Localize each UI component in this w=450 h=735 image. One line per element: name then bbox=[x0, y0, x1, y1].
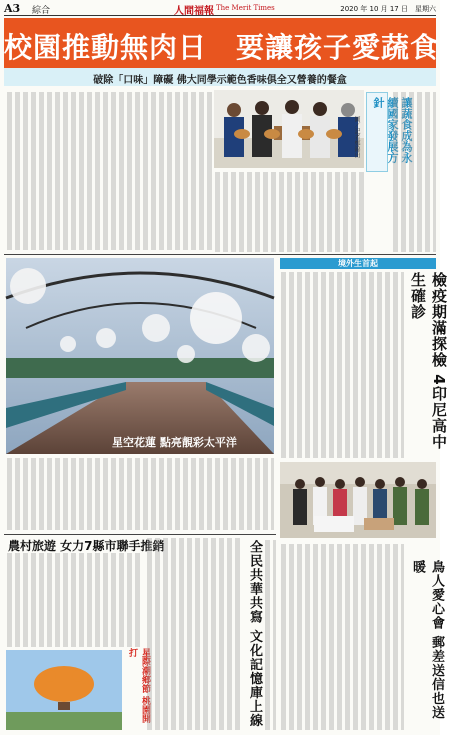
pullquote: 讓蔬食成為永續國家發展方針 bbox=[372, 97, 413, 163]
bottom-middle-text bbox=[146, 538, 242, 730]
balloon-illustration bbox=[6, 650, 122, 730]
bottom-middle-text-2 bbox=[264, 540, 276, 730]
issue-date: 2020 年 10 月 17 日 星期六 bbox=[340, 5, 436, 13]
side-story-text bbox=[280, 272, 404, 458]
photo-story-image bbox=[6, 258, 274, 454]
bottom-right-text bbox=[280, 544, 404, 730]
page-number: A3 bbox=[4, 2, 21, 15]
main-headline: 校園推動無肉日 要讓孩子愛蔬食 bbox=[4, 31, 440, 64]
balloon-photo bbox=[6, 650, 122, 730]
lead-photo-illustration bbox=[214, 90, 364, 168]
subheadline: 破除「口味」障礙 佛大同學示範色香味俱全又營養的餐盒 bbox=[93, 75, 347, 86]
light-installation-photo bbox=[6, 258, 274, 454]
lead-story-text-2 bbox=[214, 172, 364, 252]
photo-caption: 星空花蓮 點亮靚彩太平洋 bbox=[112, 436, 237, 449]
bottom-left-headline: 農村旅遊 女力7縣市聯手推銷 bbox=[8, 539, 165, 553]
section-divider bbox=[4, 254, 436, 255]
lead-story-photo bbox=[214, 90, 364, 168]
photo-credit: 圖／記者鄭錦田 bbox=[353, 116, 360, 158]
masthead bbox=[4, 2, 436, 16]
section-divider-2 bbox=[4, 534, 276, 535]
side-story-kicker: 境外生首起 bbox=[280, 258, 436, 269]
bottom-left-subheadline: 星際潮鄉節 桃園開打 bbox=[127, 648, 150, 724]
group-photo bbox=[280, 462, 436, 538]
section-label: 綜合 bbox=[32, 6, 51, 16]
side-story-photo bbox=[280, 462, 436, 538]
bottom-left-text bbox=[6, 553, 142, 647]
pullquote-box bbox=[366, 92, 413, 172]
side-story-headline: 檢疫期滿探檢 4印尼高中生確診 bbox=[409, 272, 448, 450]
newspaper-logo-en: The Merit Times bbox=[216, 4, 275, 12]
lead-story-text bbox=[6, 92, 212, 250]
headline-banner bbox=[4, 18, 440, 68]
lead-story-right-column bbox=[392, 92, 436, 252]
bottom-middle-headline: 全民共華共寫 文化記憶庫上線 bbox=[247, 540, 262, 728]
newspaper-logo: 人間福報 bbox=[174, 6, 214, 17]
bottom-right-headline: 鳥人愛心會 郵差送信也送暖 bbox=[410, 560, 444, 720]
photo-story-text bbox=[6, 458, 274, 530]
subheadline-bar bbox=[4, 68, 436, 86]
